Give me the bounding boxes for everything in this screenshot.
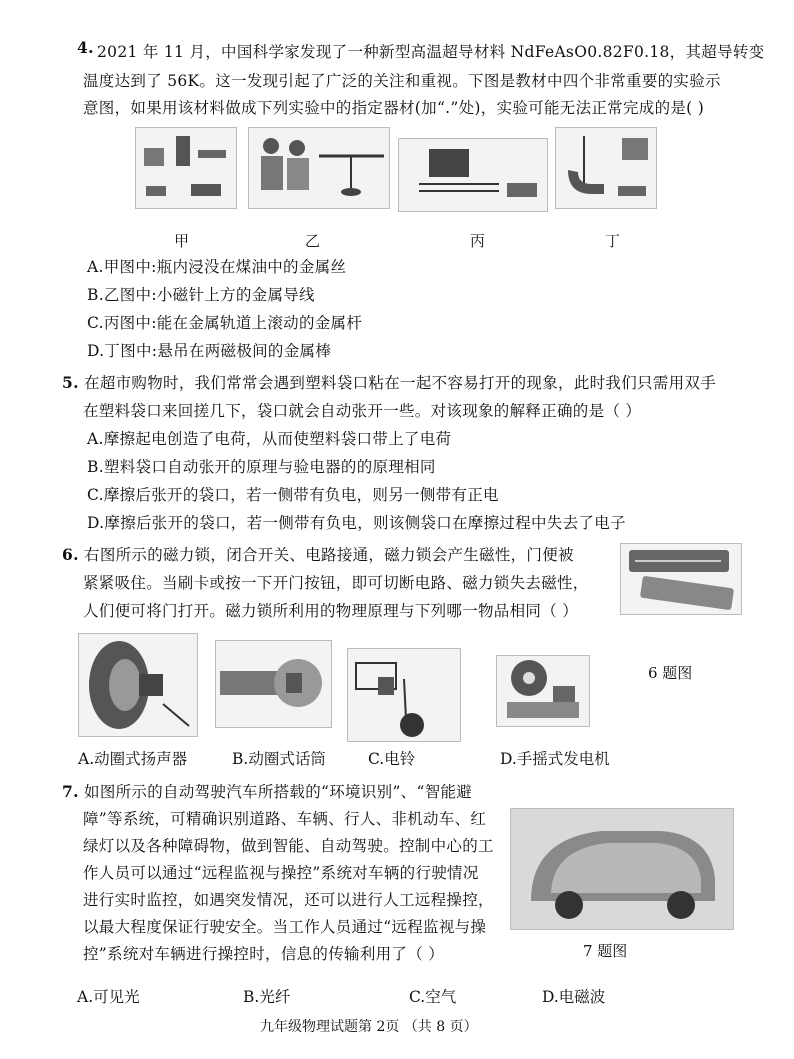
q6-option-a: A.动圈式扬声器 — [78, 750, 188, 768]
q6-option-b: B.动圈式话筒 — [232, 750, 326, 768]
q5-number: 5. — [62, 373, 79, 392]
q4-option-c: C.丙图中:能在金属轨道上滚动的金属杆 — [87, 314, 363, 332]
q4-figure-bing — [398, 138, 548, 212]
q7-option-b: B.光纤 — [243, 988, 291, 1006]
q5-stem-line-1: 5. 在超市购物时，我们常常会遇到塑料袋口粘在一起不容易打开的现象，此时我们只需用双手 — [62, 373, 717, 392]
q4-number: 4. — [77, 38, 94, 57]
q5-stem-line-2: 在塑料袋口来回搓几下，袋口就会自动张开一些。对该现象的解释正确的是（ ） — [83, 402, 642, 420]
q7-stem-line-3: 绿灯以及各种障碍物，做到智能、自动驾驶。控制中心的工 — [83, 837, 494, 855]
q4-option-b: B.乙图中:小磁针上方的金属导线 — [87, 286, 315, 304]
q4-stem-line-2: 温度达到了 56K。这一发现引起了广泛的关注和重视。下图是教材中四个非常重要的实验示 — [83, 72, 721, 90]
q7-number: 7. — [62, 782, 79, 801]
q7-option-c: C.空气 — [409, 988, 457, 1006]
q4-figure-label-bing: 丙 — [470, 232, 486, 250]
q6-option-a-speaker-figure — [78, 633, 198, 737]
q4-figure-label-yi: 乙 — [305, 232, 321, 250]
q6-option-d: D.手摇式发电机 — [500, 750, 610, 768]
q5-option-c: C.摩擦后张开的袋口，若一侧带有负电，则另一侧带有正电 — [87, 486, 499, 504]
q7-stem-line-5: 进行实时监控，如遇突发情况，还可以进行人工远程操控， — [83, 891, 494, 909]
q7-stem-line-4: 作人员可以通过“远程监视与操控”系统对车辆的行驶情况 — [83, 864, 479, 882]
q4-option-d: D.丁图中:悬吊在两磁极间的金属棒 — [87, 342, 332, 360]
q4-stem-line-3: 意图，如果用该材料做成下列实验中的指定器材(加“.”处)，实验可能无法正常完成的是( ) — [83, 99, 705, 117]
q6-stem-line-1: 6. 右图所示的磁力锁，闭合开关、电路接通，磁力锁会产生磁性，门便被 — [62, 545, 574, 564]
q6-stem-line-3: 人们便可将门打开。磁力锁所利用的物理原理与下列哪一物品相同（ ） — [83, 602, 579, 620]
q7-stem-line-6: 以最大程度保证行驶安全。当工作人员通过“远程监视与操 — [83, 918, 487, 936]
q6-option-d-generator-figure — [496, 655, 590, 727]
q4-figure-label-ding: 丁 — [605, 232, 621, 250]
q4-figure-label-jia: 甲 — [174, 232, 190, 250]
q6-number: 6. — [62, 545, 79, 564]
q7-figure-caption: 7 题图 — [583, 942, 628, 960]
q7-self-driving-car-figure — [510, 808, 734, 930]
q4-figure-ding — [555, 127, 657, 209]
page-footer: 九年级物理试题第 2页 （共 8 页） — [260, 1019, 478, 1035]
q6-option-c: C.电铃 — [368, 750, 416, 768]
q6-option-c-bell-figure — [347, 648, 461, 742]
q6-figure-caption: 6 题图 — [648, 664, 693, 682]
q5-option-d: D.摩擦后张开的袋口，若一侧带有负电，则该侧袋口在摩擦过程中失去了电子 — [87, 514, 626, 532]
q4-figure-jia — [135, 127, 237, 209]
q4-stem-line-1: 4. 2021 年 11 月，中国科学家发现了一种新型高温超导材料 NdFeAsO0.82F0.18，其超导转变 — [77, 38, 765, 61]
q5-option-a: A.摩擦起电创造了电荷，从而使塑料袋口带上了电荷 — [87, 430, 452, 448]
q4-option-a: A.甲图中:瓶内浸没在煤油中的金属丝 — [87, 258, 347, 276]
q7-option-d: D.电磁波 — [542, 988, 606, 1006]
q6-option-b-microphone-figure — [215, 640, 332, 728]
q7-stem-line-1: 7. 如图所示的自动驾驶汽车所搭载的“环境识别”、“智能避 — [62, 782, 473, 801]
q7-stem-line-7: 控”系统对车辆进行操控时，信息的传输利用了（ ） — [83, 945, 445, 963]
q7-stem-line-2: 障”等系统，可精确识别道路、车辆、行人、非机动车、红 — [83, 810, 487, 828]
q7-option-a: A.可见光 — [77, 988, 140, 1006]
q6-magnetic-lock-figure — [620, 543, 742, 615]
q5-option-b: B.塑料袋口自动张开的原理与验电器的的原理相同 — [87, 458, 436, 476]
q4-figure-yi — [248, 127, 390, 209]
q6-stem-line-2: 紧紧吸住。当刷卡或按一下开门按钮，即可切断电路、磁力锁失去磁性， — [83, 574, 589, 592]
